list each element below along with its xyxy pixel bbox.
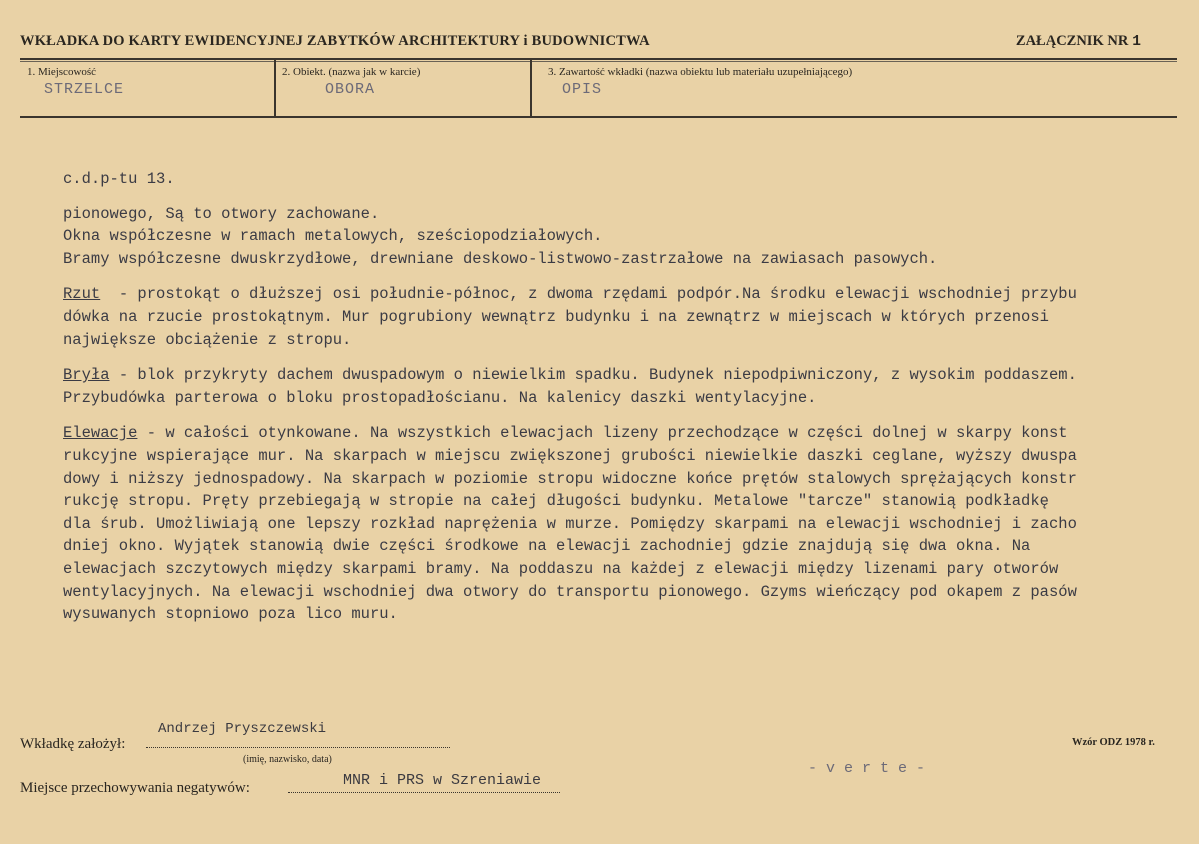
- body-line: [63, 364, 1193, 387]
- attachment-number: [1016, 33, 1141, 50]
- body-line: wentylacyjnych. Na elewacji wschodniej dwa otwory do transportu pionowego. Gzyms wieńczący pod okapem z pasów: [63, 582, 1077, 601]
- form-title: WKŁADKA DO KARTY EWIDENCYJNEJ ZABYTKÓW ARCHITEKTURY i BUDOWNICTWA: [20, 33, 650, 49]
- body-line-text: - w całości otynkowane. Na wszystkich elewacjach lizeny przechodzące w części dolnej w skarpy konst: [137, 424, 1068, 443]
- section-term-plan: Rzut: [63, 285, 101, 304]
- body-line: elewacjach szczytowych między skarpami bramy. Na poddaszu na każdej z elewacji między lizenami pary otworów: [63, 559, 1059, 578]
- body-line: wysuwanych stopniowo poza lico muru.: [63, 605, 398, 624]
- author-hint: (imię, nazwisko, data): [243, 754, 332, 765]
- attachment-label: ZAŁĄCZNIK NR: [1015, 33, 1129, 49]
- body-line: dówka na rzucie prostokątnym. Mur pogrubiony wewnątrz budynku i na zewnątrz w miejscach w których przenosi: [63, 307, 1049, 326]
- body-line: rukcyjne wspierające mur. Na skarpach w miejscu zwiększonej grubości niewielkie daszki ceglane, wyższy dwuspa: [63, 446, 1077, 465]
- content-label: 3. Zawartość wkładki (nazwa obiektu lub materiału uzupełniającego): [548, 66, 853, 78]
- body-line: dla śrub. Umożliwiają one lepszy rozkład naprężenia w murze. Pomiędzy skarpami na elewacji wschodniej i zacho: [63, 514, 1077, 533]
- body-line: rukcję stropu. Pręty przebiegają w stropie na całej długości budynku. Metalowe "tarcze" stanowią podkładkę: [63, 492, 1049, 511]
- place-value: STRZELCE: [44, 81, 125, 98]
- body-line: Przybudówka parterowa o bloku prostopadłościanu. Na kalenicy daszki wentylacyjne.: [63, 388, 817, 407]
- body-line: dniej okno. Wyjątek stanowią dwie części środkowe na elewacji zachodniej gdzie znajdują się dwa okna. Na: [63, 537, 1031, 556]
- body-line-text: - blok przykryty dachem dwuspadowym o niewielkim spadku. Budynek niepodpiwniczony, z wysokim poddaszem.: [109, 366, 1077, 385]
- body-line: dowy i niższy jednospadowy. Na skarpach w poziomie stropu widoczne końce prętów stalowych sprężających konstr: [63, 469, 1077, 488]
- attachment-value: 1: [1132, 34, 1141, 50]
- header-rule-thin: [20, 61, 1177, 62]
- body-line: [63, 422, 1193, 445]
- object-label: 2. Obiekt. (nazwa jak w karcie): [282, 66, 421, 78]
- description-body: [63, 168, 1193, 626]
- verte-note: - v e r t e -: [808, 760, 926, 777]
- storage-label: Miejsce przechowywania negatywów:: [20, 780, 250, 796]
- field-divider: [530, 60, 532, 117]
- body-line-text: - prostokąt o dłuższej osi południe-północ, z dwoma rzędami podpór.Na środku elewacji wschodniej przybu: [100, 285, 1077, 304]
- body-line: [63, 283, 1193, 306]
- author-dotted-line: [146, 747, 450, 748]
- field-divider: [274, 60, 276, 117]
- author-value: Andrzej Pryszczewski: [158, 721, 327, 737]
- body-line: największe obciążenie z stropu.: [63, 330, 352, 349]
- continuation-note: c.d.p-tu 13.: [63, 170, 175, 188]
- fields-rule: [20, 116, 1177, 118]
- body-line: Bramy współczesne dwuskrzydłowe, drewniane deskowo-listwowo-zastrzałowe na zawiasach pasowych.: [63, 249, 938, 268]
- body-line: pionowego, Są to otwory zachowane.: [63, 204, 380, 223]
- content-value: OPIS: [562, 81, 603, 98]
- body-line: Okna współczesne w ramach metalowych, sześciopodziałowych.: [63, 227, 603, 246]
- header-rule: [20, 58, 1177, 60]
- section-term-massing: Bryła: [63, 366, 110, 385]
- place-label: 1. Miejscowość: [27, 66, 97, 78]
- author-label: Wkładkę założył:: [20, 736, 126, 752]
- pattern-label: Wzór ODZ 1978 r.: [1072, 737, 1155, 748]
- object-value: OBORA: [325, 81, 376, 98]
- storage-value: MNR i PRS w Szreniawie: [343, 772, 542, 789]
- section-term-elevations: Elewacje: [63, 424, 138, 443]
- storage-dotted-line: [288, 792, 560, 793]
